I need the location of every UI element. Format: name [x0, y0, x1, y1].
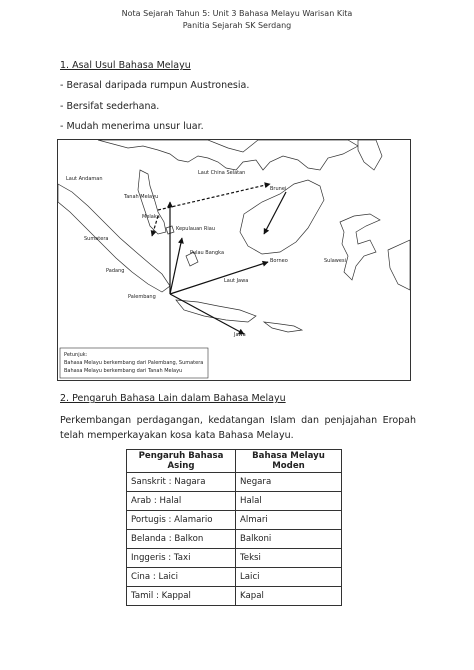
label-melaka: Melaka — [142, 214, 160, 220]
cell-foreign: Portugis : Alamario — [127, 511, 236, 530]
section2-paragraph: Perkembangan perdagangan, kedatangan Islam dan penjajahan Eropah telah memperkayakan kosa kata Bahasa Melayu. — [60, 415, 416, 441]
legend-title: Petunjuk: — [64, 352, 88, 358]
guinea-shape — [388, 240, 410, 290]
bullet-2: - Bersifat sederhana. — [60, 101, 160, 112]
arrow-palembang-riau — [170, 238, 182, 294]
cell-malay: Almari — [236, 511, 342, 530]
page-header — [0, 8, 474, 32]
label-kepulauan-riau: Kepulauan Riau — [176, 226, 215, 232]
section2-title: 2. Pengaruh Bahasa Lain dalam Bahasa Melayu — [60, 393, 286, 404]
map-figure — [57, 139, 411, 381]
table-row — [127, 473, 342, 492]
label-sumatera: Sumatera — [84, 236, 109, 242]
label-laut-china-selatan: Laut China Selatan — [198, 170, 246, 176]
cell-foreign: Tamil : Kappal — [127, 587, 236, 606]
header-modern-malay: Bahasa Melayu Moden — [236, 450, 342, 473]
cell-malay: Teksi — [236, 549, 342, 568]
cell-foreign: Arab : Halal — [127, 492, 236, 511]
cell-malay: Balkoni — [236, 530, 342, 549]
legend-line-1: Bahasa Melayu berkembang dari Palembang, Sumatera — [64, 360, 204, 366]
cell-malay: Halal — [236, 492, 342, 511]
table-row — [127, 587, 342, 606]
table-header-row — [127, 450, 342, 473]
legend-line-2: Bahasa Melayu berkembang dari Tanah Melayu — [64, 368, 183, 374]
table-row — [127, 549, 342, 568]
influence-table — [126, 449, 342, 606]
label-laut-andaman: Laut Andaman — [66, 176, 103, 182]
arrow-melayu-brunei — [158, 184, 270, 210]
sulawesi-shape — [340, 214, 380, 280]
table-row — [127, 492, 342, 511]
cell-malay: Laici — [236, 568, 342, 587]
philippines-shape — [358, 140, 382, 170]
table-row — [127, 568, 342, 587]
label-sulawesi: Sulawesi — [324, 258, 346, 264]
label-borneo: Borneo — [270, 258, 288, 264]
peninsula-shape — [138, 170, 166, 234]
map-svg — [58, 140, 410, 380]
map-legend — [60, 348, 208, 378]
header-title: Nota Sejarah Tahun 5: Unit 3 Bahasa Melayu Warisan Kita — [121, 9, 353, 18]
cell-foreign: Cina : Laici — [127, 568, 236, 587]
label-pulau-bangka: Pulau Bangka — [190, 250, 225, 256]
mainland-asia — [98, 140, 358, 170]
table-row — [127, 530, 342, 549]
cell-malay: Negara — [236, 473, 342, 492]
cell-foreign: Sanskrit : Nagara — [127, 473, 236, 492]
map-landmasses — [58, 140, 410, 332]
table-row — [127, 511, 342, 530]
bullet-1: - Berasal daripada rumpun Austronesia. — [60, 80, 250, 91]
arrow-palembang-borneo — [170, 262, 268, 294]
cell-foreign: Inggeris : Taxi — [127, 549, 236, 568]
sunda-shape — [264, 322, 302, 332]
bullet-3: - Mudah menerima unsur luar. — [60, 121, 204, 132]
label-laut-jawa: Laut Jawa — [224, 278, 249, 284]
label-tanah-melayu: Tanah Melayu — [124, 194, 159, 200]
section1-title: 1. Asal Usul Bahasa Melayu — [60, 60, 191, 71]
label-palembang: Palembang — [128, 294, 156, 300]
label-jawa: Jawa — [234, 332, 246, 338]
label-padang: Padang — [106, 268, 125, 274]
header-foreign-language: Pengaruh Bahasa Asing — [127, 450, 236, 473]
cell-foreign: Belanda : Balkon — [127, 530, 236, 549]
cell-malay: Kapal — [236, 587, 342, 606]
label-brunei: Brunei — [270, 186, 287, 192]
header-subtitle: Panitia Sejarah SK Serdang — [182, 21, 292, 30]
